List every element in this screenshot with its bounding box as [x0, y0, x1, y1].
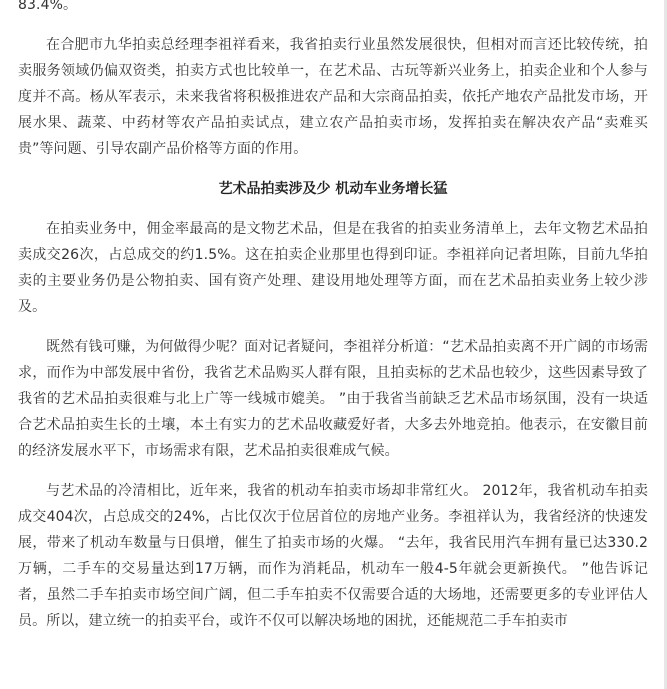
intro-fragment: 83.4%。	[18, 0, 78, 13]
paragraph-gap	[18, 464, 648, 478]
section-heading: 艺术品拍卖涉及少 机动车业务增长猛	[218, 181, 448, 197]
article-body	[18, 0, 648, 634]
paragraph-gap	[18, 320, 648, 334]
paragraph-art-market-demand: 既然有钱可赚，为何做得少呢？面对记者疑问，李祖祥分析道：“艺术品拍卖离不开广阔的市场需求，而作为中部发展中省份，我省艺术品购买人群有限，且拍卖标的艺术品也较少，这些因素导致了我省的艺术品拍卖很难与北上广等一线城市媲美。 ”由于我省当前缺乏艺术品市场氛围，没有一块适合艺术品拍卖生长的土壤，本土有实力的艺术品收藏爱好者，大多去外地竞拍。他表示，在安徽目前的经济发展水平下，市场需求有限，艺术品拍卖很难成气候。	[18, 339, 648, 459]
paragraph-vehicle-auction: 与艺术品的冷清相比，近年来，我省的机动车拍卖市场却非常红火。 2012年，我省机动车拍卖成交404次，占总成交的24%，占比仅次于位居首位的房地产业务。李祖祥认为，我省经济的快速发展，带来了机动车数量与日俱增，催生了拍卖市场的火爆。 “去年，我省民用汽车拥有量已达330.2万辆，二手车的交易量达到17万辆，而作为消耗品，机动车一般4-5年就会更新换代。 ”他告诉记者，虽然二手车拍卖市场空间广阔，但二手车拍卖不仅需要合适的大场地，还需要更多的专业评估人员。所以，建立统一的拍卖平台，或许不仅可以解决场地的困扰，还能规范二手车拍卖市	[18, 483, 648, 629]
paragraph-gap	[18, 18, 648, 32]
paragraph-gap	[18, 202, 648, 216]
paragraph-auction-industry: 在合肥市九华拍卖总经理李祖祥看来，我省拍卖行业虽然发展很快，但相对而言还比较传统，拍卖服务领域仍偏双资类，拍卖方式也比较单一，在艺术品、古玩等新兴业务上，拍卖企业和个人参与度并不高。杨从军表示，未来我省将积极推进农产品和大宗商品拍卖，依托产地农产品批发市场，开展水果、蔬菜、中药材等农产品拍卖试点，建立农产品拍卖市场，发挥拍卖在解决农产品“卖难买贵”等问题、引导农副产品价格等方面的作用。	[18, 37, 648, 157]
paragraph-gap	[18, 162, 648, 176]
paragraph-art-commission: 在拍卖业务中，佣金率最高的是文物艺术品，但是在我省的拍卖业务清单上，去年文物艺术品拍卖成交26次，占总成交的约1.5%。这在拍卖企业那里也得到印证。李祖祥向记者坦陈，目前九华拍卖的主要业务仍是公物拍卖、国有资产处理、建设用地处理等方面，而在艺术品拍卖业务上较少涉及。	[18, 221, 648, 315]
